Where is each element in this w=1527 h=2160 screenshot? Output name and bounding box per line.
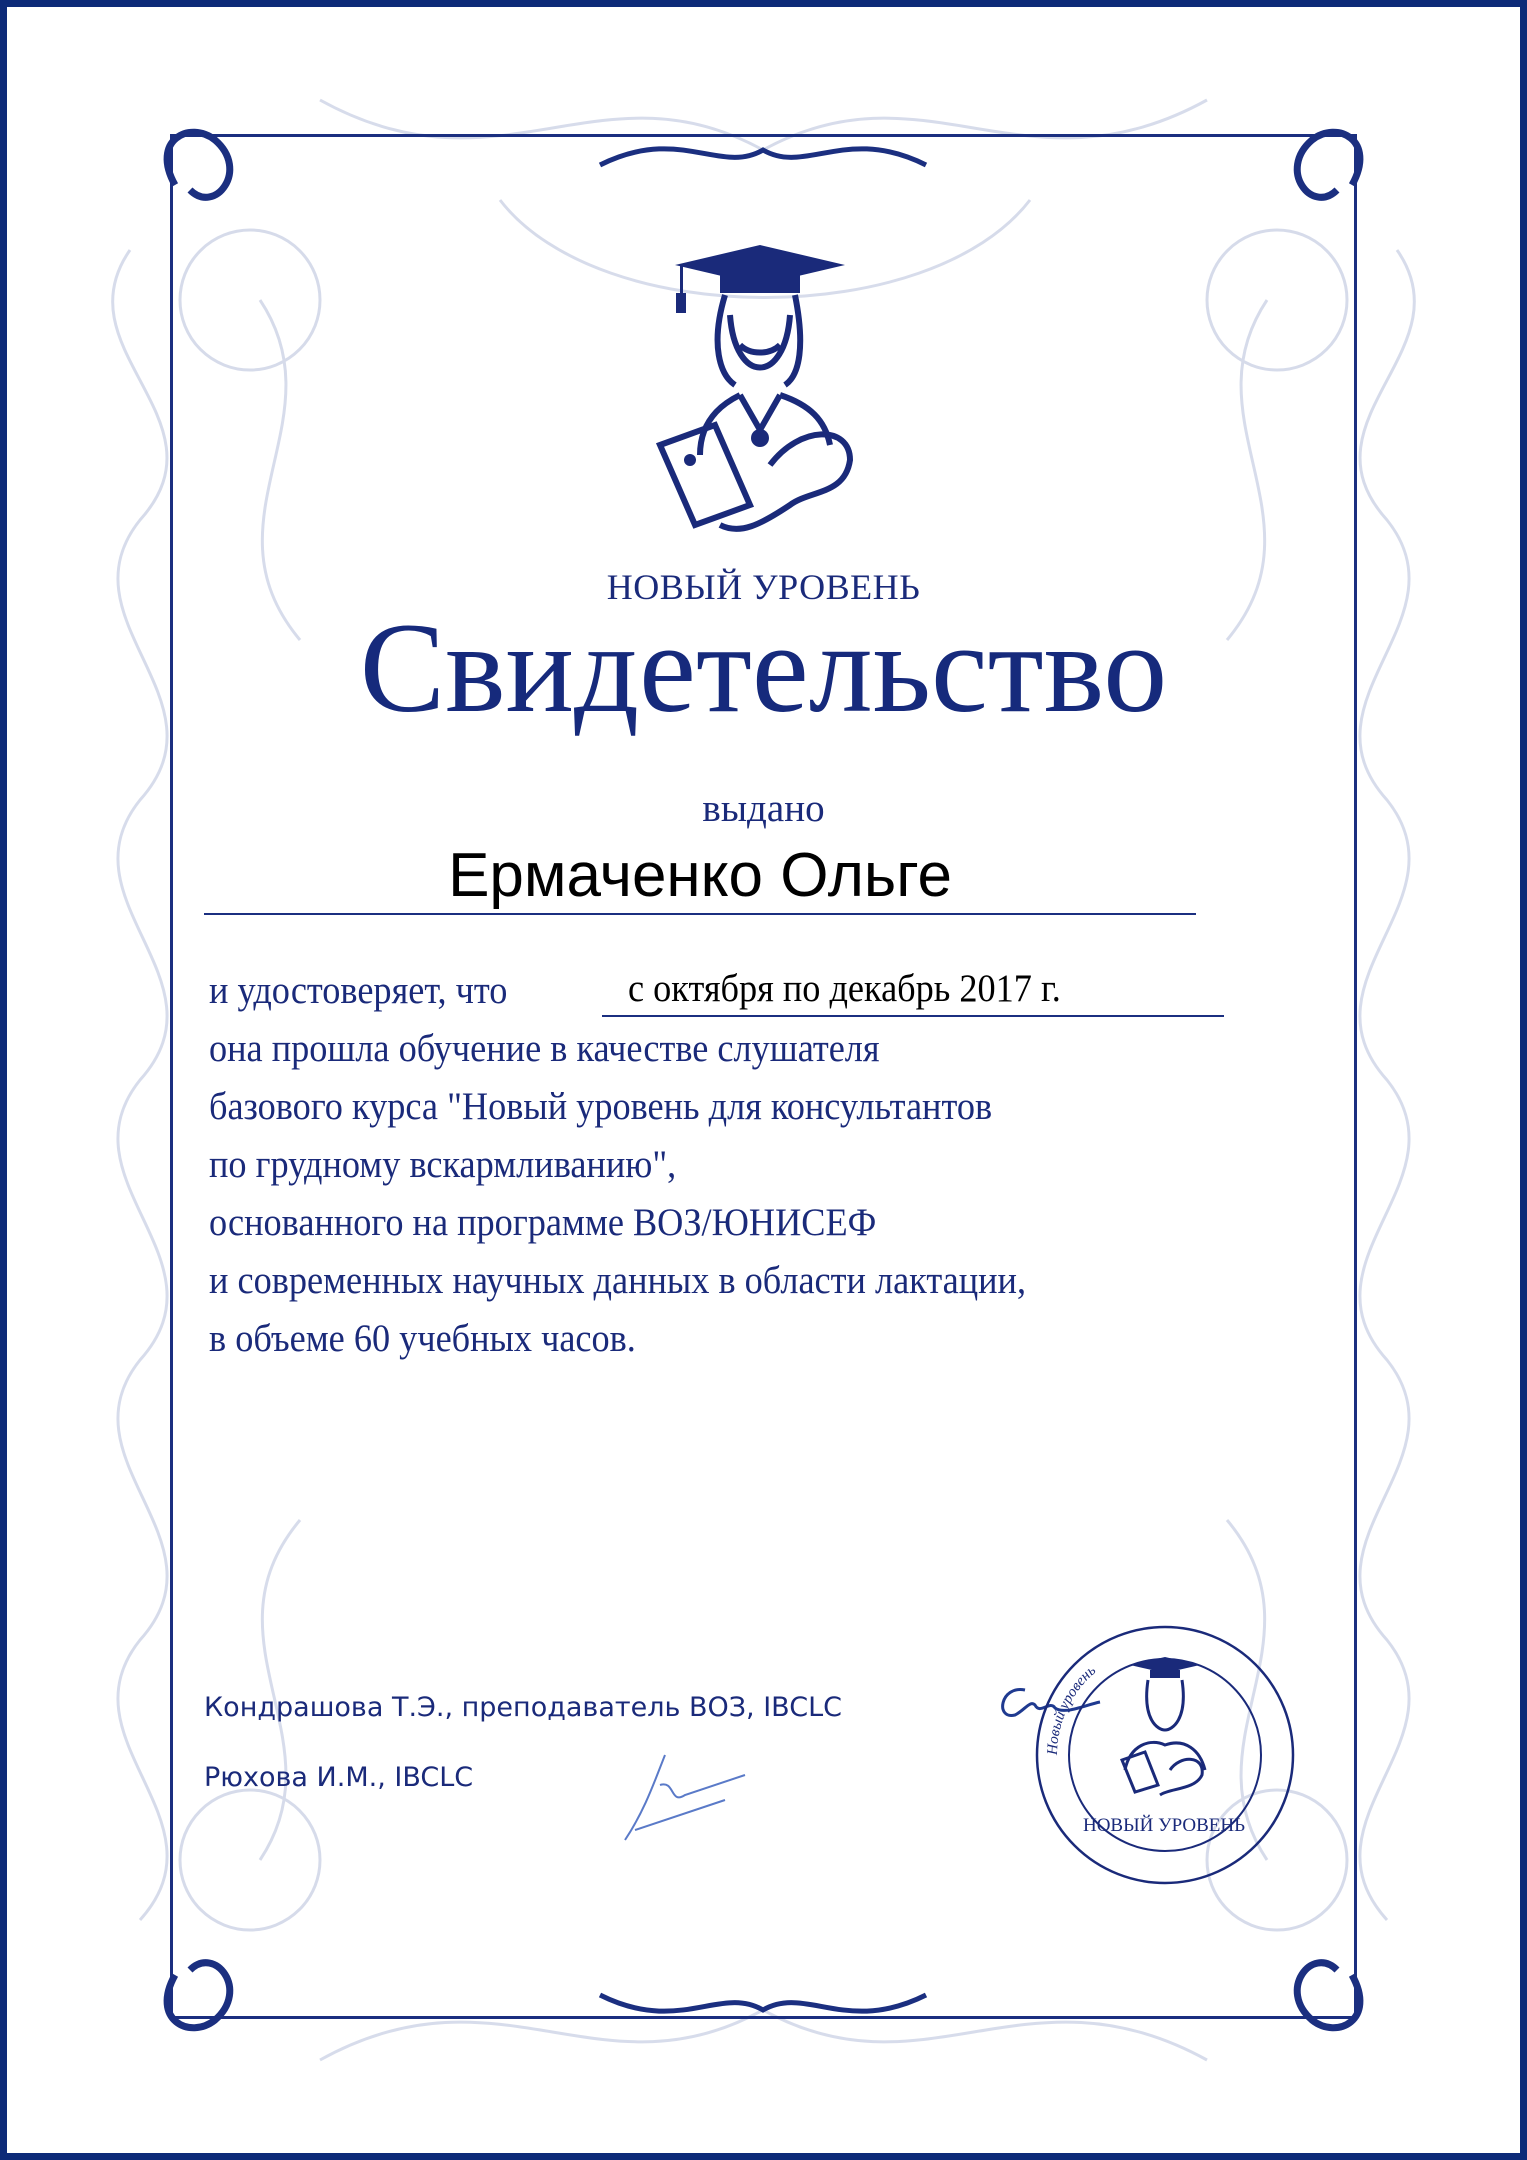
period-underline xyxy=(602,1015,1224,1017)
stamp-center-text: НОВЫЙ УРОВЕНЬ xyxy=(1082,1815,1246,1836)
body-line: основанного на программе ВОЗ/ЮНИСЕФ xyxy=(209,1201,877,1244)
seal-stamp xyxy=(1030,1620,1300,1890)
signature-2 xyxy=(615,1750,755,1850)
recipient-name: Ермаченко Ольге xyxy=(448,841,952,910)
certificate-title: Свидетельство xyxy=(359,597,1168,739)
body-prefix: и удостоверяет, что xyxy=(209,969,508,1012)
name-underline xyxy=(204,913,1196,915)
stamp-ring-text: Новый уровень xyxy=(1044,1662,1100,1756)
body-line: базового курса "Новый уровень для консультантов xyxy=(209,1085,993,1128)
body-line: в объеме 60 учебных часов. xyxy=(209,1317,636,1360)
body-line: она прошла обучение в качестве слушателя xyxy=(209,1027,880,1070)
brand-name: НОВЫЙ УРОВЕНЬ xyxy=(606,567,921,607)
body-line: и современных научных данных в области лактации, xyxy=(209,1259,1027,1302)
signatory-2: Рюхова И.М., IBCLC xyxy=(204,1762,474,1793)
graduate-logo-icon xyxy=(640,245,880,545)
issued-label: выдано xyxy=(702,787,825,830)
study-period: с октября по декабрь 2017 г. xyxy=(628,967,1061,1010)
body-line: по грудному вскармливанию", xyxy=(209,1143,677,1186)
signatory-1: Кондрашова Т.Э., преподаватель ВОЗ, IBCLC xyxy=(204,1692,842,1723)
svg-text:Новый уровень xyxy=(1045,1662,1099,1756)
